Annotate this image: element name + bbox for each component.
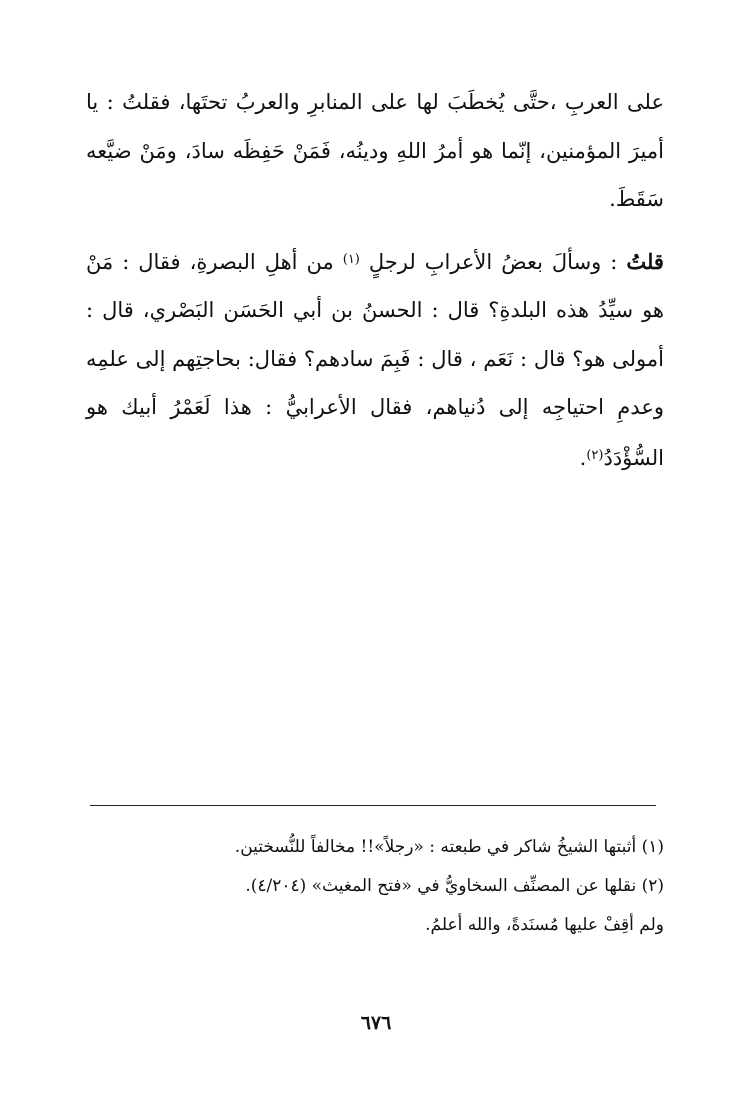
paragraph-2-line-1-end: من أهلِ البصرةِ، فقال : مَنْ bbox=[86, 249, 334, 274]
paragraph-1 bbox=[86, 78, 664, 224]
page-number: ٦٧٦ bbox=[360, 1012, 392, 1034]
paragraph-2-last-line: هو السُّؤْدَدُ bbox=[86, 395, 664, 470]
main-text bbox=[86, 78, 664, 482]
footnotes bbox=[90, 828, 664, 945]
footnote-2: (٢) نقلها عن المصنِّف السخاويُّ في «فتح المغيث» (٤/٢٠٤). bbox=[245, 876, 664, 896]
footnote-1: (١) أثبتها الشيخُ شاكر في طبعته : «رجلاً»!! مخالفاً للنُّسختين. bbox=[234, 837, 664, 857]
paragraph-2-line-1-text: : وسألَ بعضُ الأعرابِ لرجلٍ bbox=[368, 249, 618, 274]
paragraph-2-lead-word: قلتُ bbox=[626, 248, 664, 274]
footnote-separator bbox=[90, 805, 656, 806]
paragraph-2 bbox=[86, 236, 664, 483]
paragraph-2-line-4: وعدمِ احتياجِه إلى دُنياهم، فقال الأعرابيُّ : هذا لَعَمْرُ أبيك bbox=[121, 395, 664, 419]
paragraph-2-line-3: أمولى هو؟ قال : نَعَم ، قال : فَبِمَ سادهم؟ فقال: بحاجتِهم إلى علمِه bbox=[86, 346, 664, 371]
paragraph-1-line-1: على العربِ ،حتَّى يُخطَبَ لها على المنابرِ والعربُ تحتَها، فقلتُ : يا أميرَ bbox=[86, 90, 664, 163]
paragraph-2-line-2: هو سيِّدُ هذه البلدةِ؟ قال : الحسنُ بن أبي الحَسَن البَصْري، قال : bbox=[86, 298, 664, 322]
paragraph-2-last-line-end: . bbox=[579, 445, 587, 470]
paragraph-1-line-2: المؤمنين، إنّما هو أمرُ اللهِ ودينُه، فَمَنْ حَفِظَه سادَ، ومَنْ ضيَّعه سَقَطَ. bbox=[86, 138, 664, 211]
footnote-ref-1: (١) bbox=[342, 251, 360, 267]
footnote-ref-2: (٢) bbox=[586, 447, 604, 463]
footnote-2-continuation: ولم أقِفْ عليها مُسنَدةً، والله أعلمُ. bbox=[425, 915, 664, 935]
